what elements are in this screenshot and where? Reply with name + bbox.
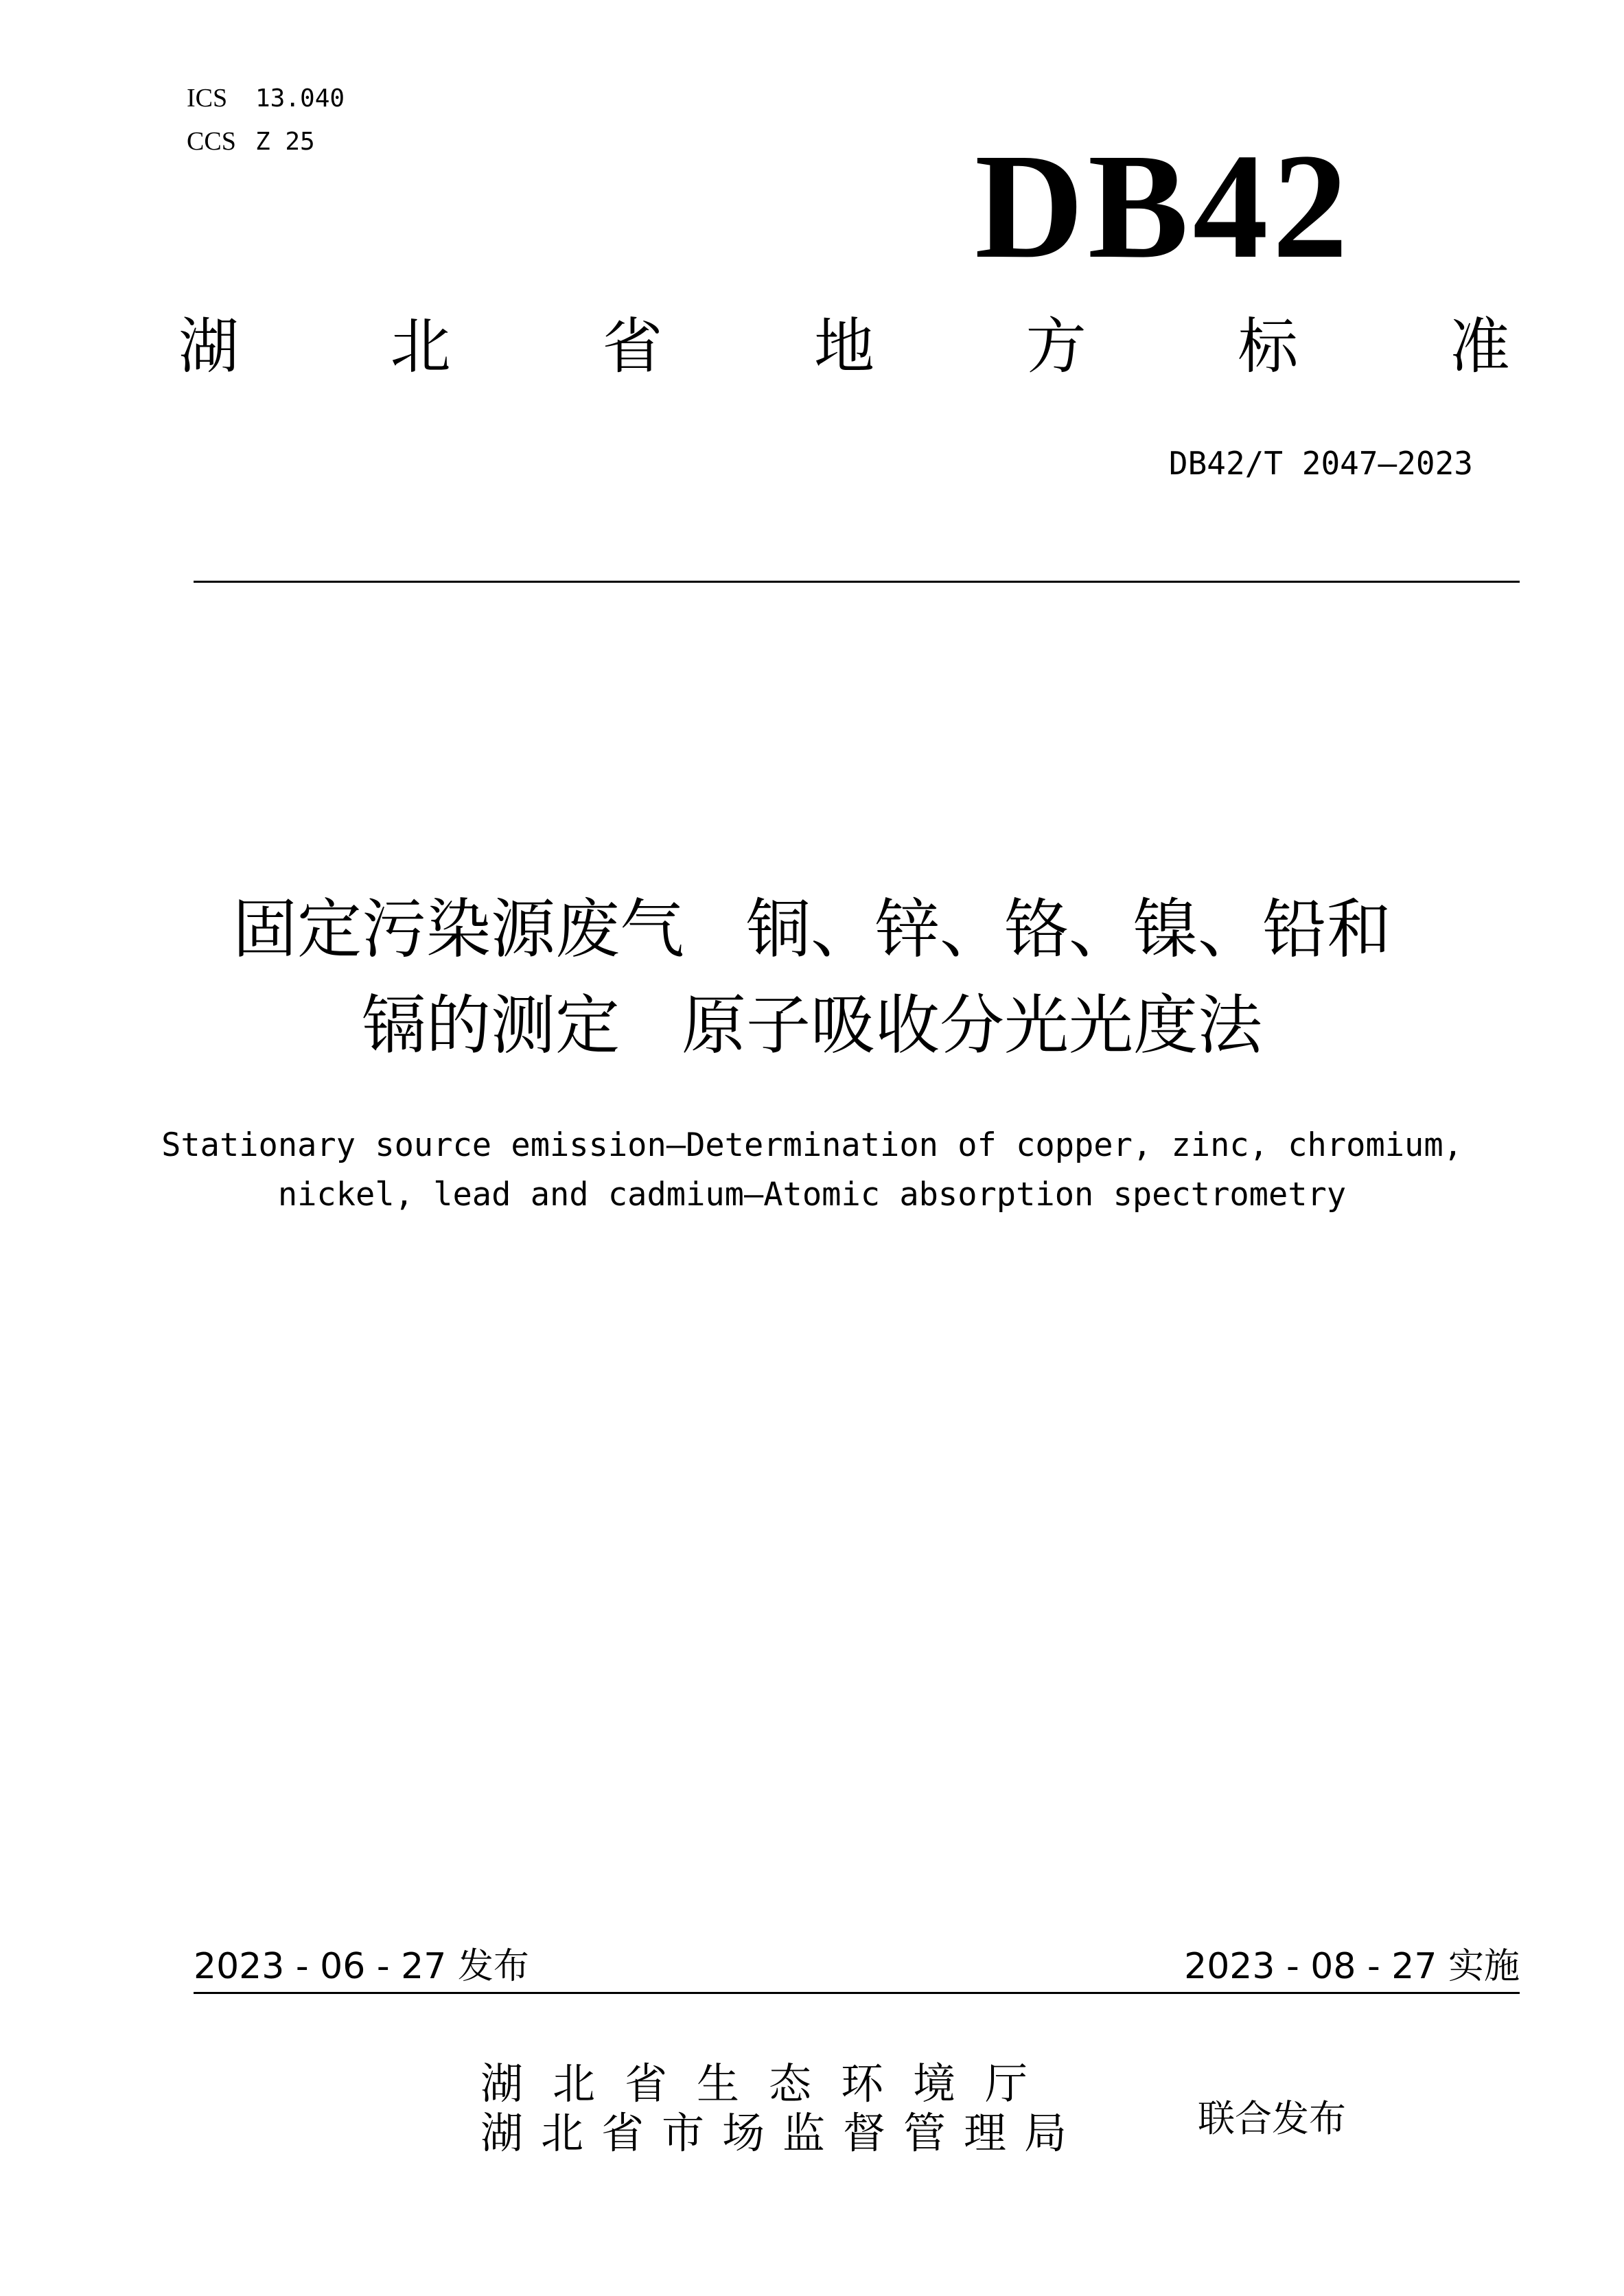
joint-release-label: 联合发布 [1198,2097,1346,2140]
standard-type-char: 准 [1449,311,1510,382]
ics-label: ICS [187,84,228,113]
chinese-title-line-2 [0,978,1624,1074]
standard-type-char: 方 [1025,311,1087,382]
issuing-organizations [480,2059,1126,2158]
standard-type-char: 标 [1238,311,1299,382]
chinese-title-subject: 固定污染源废气 [232,892,684,967]
standard-type-char: 省 [602,311,663,382]
ics-row [187,77,345,120]
ccs-value: Z 25 [255,128,315,156]
ccs-label: CCS [187,127,236,156]
top-divider [194,581,1520,583]
issue-date: 2023 - 06 - 27 发布 [194,1946,529,1987]
db42-logo: DB42 [975,122,1352,290]
standard-type-heading [178,309,1510,384]
chinese-title-line-1 [0,882,1624,978]
issuer-ecology-department: 湖北省生态环境厅 [480,2059,1058,2109]
standard-type-char: 北 [390,311,451,382]
chinese-title-elements: 铜、锌、铬、镍、铅和 [746,892,1392,967]
english-title-line-1: Stationary source emission—Determination of copper, zinc, chromium, [161,1126,1463,1164]
english-title-line-2: nickel, lead and cadmium—Atomic absorption spectrometry [277,1176,1347,1214]
chinese-title-method: 原子吸收分光光度法 [682,988,1263,1063]
implementation-date: 2023 - 08 - 27 实施 [1184,1946,1520,1987]
chinese-title-determination: 镉的测定 [361,988,620,1063]
ccs-row [187,120,345,163]
standard-number: DB42/T 2047—2023 [1168,445,1473,482]
classification-codes [187,77,345,163]
issuer-market-supervision-bureau: 湖北省市场监督管理局 [480,2108,1085,2158]
standard-type-char: 湖 [178,311,240,382]
standard-type-char: 地 [813,311,874,382]
ics-value: 13.040 [255,84,345,113]
bottom-divider [194,1992,1520,1994]
